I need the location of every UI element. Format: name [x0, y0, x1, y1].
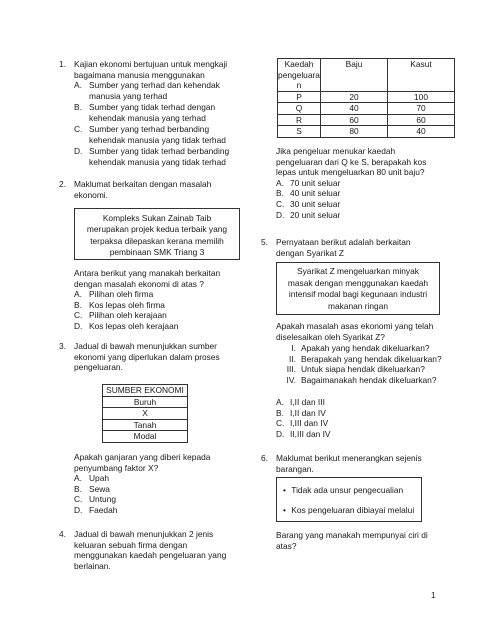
question-5-options — [276, 397, 492, 439]
statement-list — [280, 343, 492, 385]
question-stem: Pernyataan berikut adalah berkaitan dengan Syarikat Z — [276, 237, 411, 258]
statement-item: I. Apakah yang hendak dikeluarkan? — [291, 343, 430, 353]
production-table — [277, 58, 455, 138]
question-number: 1. — [59, 59, 66, 69]
option-b[interactable]: B. Sewa — [74, 483, 110, 494]
question-5-prompt: Apakah masalah asas ekonomi yang telah diselesaikan oleh Syarikat Z? — [276, 321, 434, 342]
question-4-prompt: Jika pengeluar menukar kaedah pengeluaran dari Q ke S, berapakah kos lepas untuk mengeluarkan 80 unit baju? A. 70 unit seluar B. 40 unit seluar C. 30 unit seluar D. 20 unit seluar — [276, 146, 492, 220]
question-number: 4. — [59, 529, 66, 539]
table-row: S 80 40 — [278, 126, 455, 138]
table-row: R 60 60 — [278, 114, 455, 126]
option-a[interactable]: A. I,II dan III — [276, 397, 325, 407]
option-a[interactable]: A. Upah — [74, 473, 110, 484]
table-header: Kaedah pengeluara n — [278, 59, 320, 90]
statement-item: II. Berapakah yang hendak dikeluarkan? — [289, 353, 442, 364]
question-stem: Jadual di bawah menunjukkan sumber ekonomi yang diperlukan dalam proses pengeluaran. — [74, 341, 220, 373]
info-box — [276, 477, 422, 522]
question-6-prompt: Barang yang manakah mempunyai ciri di atas? — [276, 530, 428, 551]
question-number: 5. — [261, 237, 268, 247]
option-c[interactable]: C. I,III dan IV — [276, 418, 329, 429]
info-box: Kompleks Sukan Zainab Taib merupakan projek kedua terbaik yang terpaksa dilepaskan kerana memilih pembinaan SMK Triang 3 — [74, 208, 240, 260]
table-header: Baju — [321, 59, 388, 92]
option-d[interactable]: D. Kos lepas oleh kerajaan — [74, 320, 179, 331]
table-cell: Modal — [103, 431, 188, 443]
table-header: Kasut — [388, 59, 455, 92]
table-cell: Buruh — [103, 396, 188, 408]
question-stem: Maklumat berikut menerangkan sejenis barangan. — [276, 453, 422, 474]
option-c[interactable]: C. Untung — [74, 494, 117, 505]
option-b[interactable]: B. I,II dan IV — [276, 407, 326, 418]
statement-item: IV. Bagaimanakah hendak dikeluarkan? — [286, 374, 437, 385]
table-cell: Tanah — [103, 419, 188, 431]
bullet-item: • Kos pengeluaran dibiayai melalui — [283, 505, 415, 515]
table-header: SUMBER EKONOMI — [103, 385, 188, 397]
bullet-item: • Tidak ada unsur pengecualian — [283, 485, 404, 495]
table-row: P 20 100 — [278, 91, 455, 103]
option-b[interactable]: B. Kos lepas oleh firma — [74, 299, 165, 310]
option-a[interactable]: A. 70 unit seluar — [276, 177, 341, 188]
option-a[interactable]: A. Pilihan oleh firma — [74, 289, 154, 300]
option-d[interactable]: D. Faedah — [74, 504, 118, 515]
question-number: 2. — [59, 179, 66, 189]
statement-item: III. Untuk siapa hendak dikeluarkan? — [286, 364, 425, 375]
question-number: 3. — [59, 341, 66, 351]
option-c[interactable]: C. 30 unit seluar — [276, 198, 341, 209]
resource-table — [102, 384, 188, 443]
info-box: Syarikat Z mengeluarkan minyak masak dengan menggunakan kaedah intensif modal bagi kegunaan industri makanan ringan — [276, 262, 440, 315]
question-stem: Jadual di bawah menunjukkan 2 jenis keluaran sebuah firma dengan menggunakan kaedah pengeluaran yang berlainan. — [74, 529, 227, 571]
option-b[interactable]: B. 40 unit seluar — [276, 188, 341, 199]
question-stem: Kajian ekonomi bertujuan untuk mengkaji bagaimana manusia menggunakan — [74, 59, 228, 80]
bullet-icon: • — [283, 485, 286, 495]
option-d[interactable]: D. II,III dan IV — [276, 428, 331, 439]
page-number: 1 — [431, 590, 436, 600]
table-row: Q 40 70 — [278, 103, 455, 115]
option-c[interactable]: C. Pilihan oleh kerajaan — [74, 310, 167, 321]
question-2-prompt: Antara berikut yang manakah berkaitan dengan masalah ekonomi di atas ? A. Pilihan oleh firma B. Kos lepas oleh firma C. Pilihan oleh kerajaan D. Kos lepas oleh kerajaan — [74, 268, 250, 332]
question-number: 6. — [261, 453, 268, 463]
table-cell: X — [103, 408, 188, 420]
question-stem: Maklumat berkaitan dengan masalah ekonomi. — [74, 179, 212, 200]
question-3-prompt: Apakah ganjaran yang diberi kepada penyumbang faktor X? A. Upah B. Sewa C. Untung D. Faedah — [74, 452, 250, 516]
option-d[interactable]: D. 20 unit seluar — [276, 209, 341, 220]
bullet-icon: • — [283, 505, 286, 515]
